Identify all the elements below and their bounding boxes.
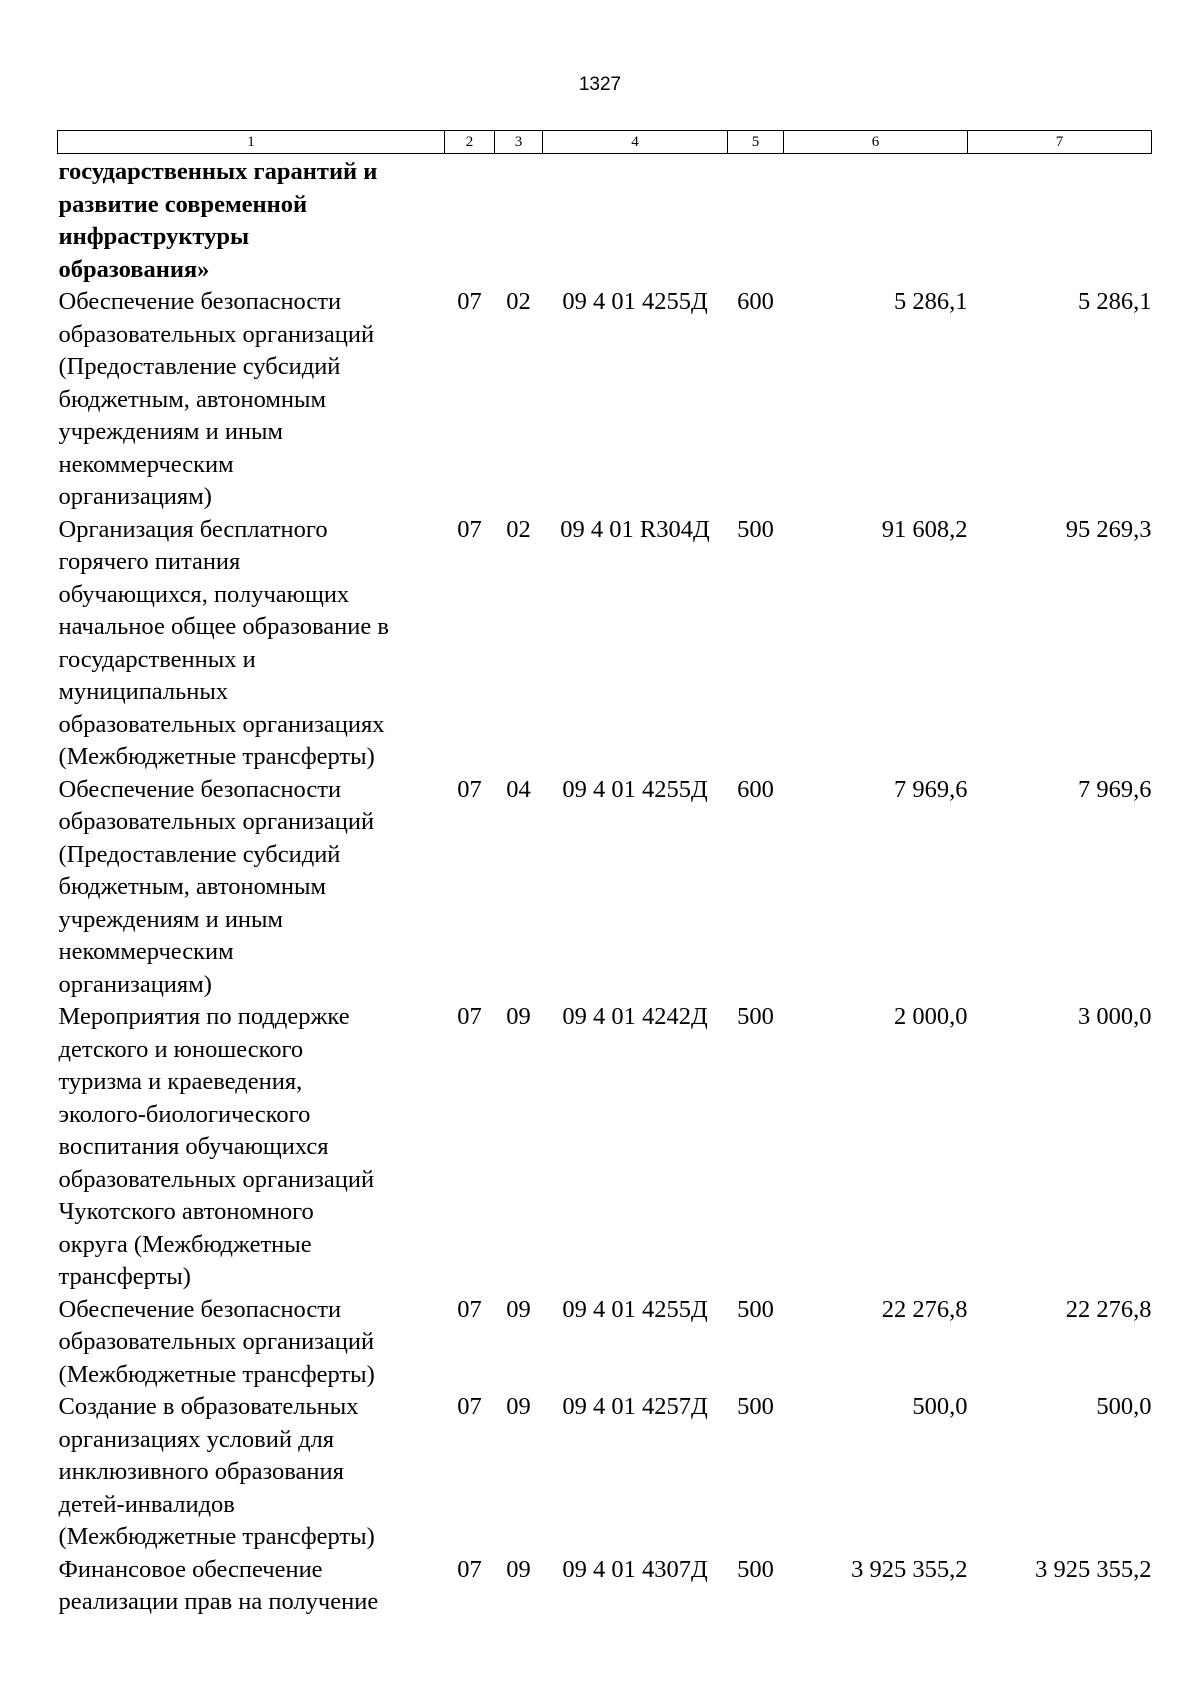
table-row xyxy=(58,514,1152,774)
row-amount-2 xyxy=(968,154,1152,287)
table-row xyxy=(58,286,1152,514)
row-target-article xyxy=(543,154,728,287)
table-row xyxy=(58,774,1152,1002)
table-row xyxy=(58,1001,1152,1294)
row-expense-type: 600 xyxy=(737,288,774,315)
table-row xyxy=(58,1391,1152,1554)
row-amount-1: 22 276,8 xyxy=(881,1295,968,1323)
row-amount-1 xyxy=(784,154,968,287)
row-subsection: 09 xyxy=(506,1393,531,1420)
row-expense-type: 500 xyxy=(737,1555,774,1583)
row-section: 07 xyxy=(457,1393,482,1420)
row-amount-2: 7 969,6 xyxy=(1078,775,1152,803)
page-number: 1327 xyxy=(578,74,622,95)
row-target-article: 09 4 01 4307Д xyxy=(562,1555,708,1583)
row-section xyxy=(445,154,495,287)
row-subsection: 09 xyxy=(506,1295,531,1323)
row-target-article: 09 4 01 4242Д xyxy=(562,1003,708,1030)
row-description: Организация бесплатного горячего питания обучающихся, получающих начальное общее образование в государственных и муниципальных образовательных организациях (Межбюджетные трансферты) xyxy=(58,515,389,770)
row-amount-2: 3 000,0 xyxy=(1078,1003,1152,1030)
row-description: Финансовое обеспечение реализации прав на получение xyxy=(58,1555,379,1615)
row-amount-2: 3 925 355,2 xyxy=(1035,1555,1152,1583)
row-target-article: 09 4 01 R304Д xyxy=(560,515,710,543)
header-col-4: 4 xyxy=(543,131,728,154)
header-col-1: 1 xyxy=(58,131,445,154)
row-expense-type xyxy=(728,154,784,287)
row-target-article: 09 4 01 4255Д xyxy=(562,775,708,803)
row-section: 07 xyxy=(457,1555,482,1583)
row-subsection: 09 xyxy=(506,1003,531,1030)
row-expense-type: 500 xyxy=(737,515,774,543)
row-amount-1: 3 925 355,2 xyxy=(851,1555,968,1583)
row-target-article: 09 4 01 4255Д xyxy=(562,1295,708,1323)
header-col-3: 3 xyxy=(495,131,543,154)
row-target-article: 09 4 01 4255Д xyxy=(562,288,708,315)
row-description: Обеспечение безопасности образовательных организаций (Предоставление субсидий бюджетным, автономным учреждениям и иным некоммерческим организациям) xyxy=(58,288,375,510)
table-row xyxy=(58,1554,1152,1619)
table-row xyxy=(58,1294,1152,1392)
row-expense-type: 500 xyxy=(737,1295,774,1323)
row-expense-type: 500 xyxy=(737,1393,774,1420)
table-row xyxy=(58,154,1152,287)
header-col-5: 5 xyxy=(728,131,784,154)
row-section: 07 xyxy=(457,288,482,315)
row-description: Обеспечение безопасности образовательных организаций (Предоставление субсидий бюджетным, автономным учреждениям и иным некоммерческим организациям) xyxy=(58,775,375,998)
row-section: 07 xyxy=(457,515,482,543)
row-subsection: 09 xyxy=(506,1555,531,1583)
row-description: Обеспечение безопасности образовательных организаций (Межбюджетные трансферты) xyxy=(58,1295,375,1388)
header-col-6: 6 xyxy=(784,131,968,154)
row-description: Мероприятия по поддержке детского и юношеского туризма и краеведения, эколого-биологического воспитания обучающихся образовательных организаций Чукотского автономного округа (Межбюджетные трансферты) xyxy=(58,1003,375,1290)
budget-table xyxy=(57,130,1152,1619)
row-expense-type: 500 xyxy=(737,1003,774,1030)
header-row xyxy=(58,131,1152,154)
row-amount-2: 22 276,8 xyxy=(1065,1295,1152,1323)
row-amount-1: 500,0 xyxy=(912,1393,968,1420)
row-subsection: 02 xyxy=(506,515,531,543)
row-amount-1: 5 286,1 xyxy=(894,288,968,315)
row-description: государственных гарантий и развитие современной инфраструктуры образования» xyxy=(58,158,378,283)
row-amount-2: 500,0 xyxy=(1096,1393,1152,1420)
row-amount-1: 91 608,2 xyxy=(881,515,968,543)
row-expense-type: 600 xyxy=(737,775,774,803)
row-section: 07 xyxy=(457,1003,482,1030)
header-col-7: 7 xyxy=(968,131,1152,154)
row-amount-1: 2 000,0 xyxy=(894,1003,968,1030)
row-section: 07 xyxy=(457,775,482,803)
row-subsection: 04 xyxy=(506,775,531,803)
row-target-article: 09 4 01 4257Д xyxy=(562,1393,708,1420)
row-subsection xyxy=(495,154,543,287)
row-section: 07 xyxy=(457,1295,482,1323)
row-amount-2: 5 286,1 xyxy=(1078,288,1152,315)
row-subsection: 02 xyxy=(506,288,531,315)
row-amount-1: 7 969,6 xyxy=(894,775,968,803)
header-col-2: 2 xyxy=(445,131,495,154)
row-description: Создание в образовательных организациях условий для инклюзивного образования детей-инвалидов (Межбюджетные трансферты) xyxy=(58,1393,375,1550)
row-amount-2: 95 269,3 xyxy=(1065,515,1152,543)
